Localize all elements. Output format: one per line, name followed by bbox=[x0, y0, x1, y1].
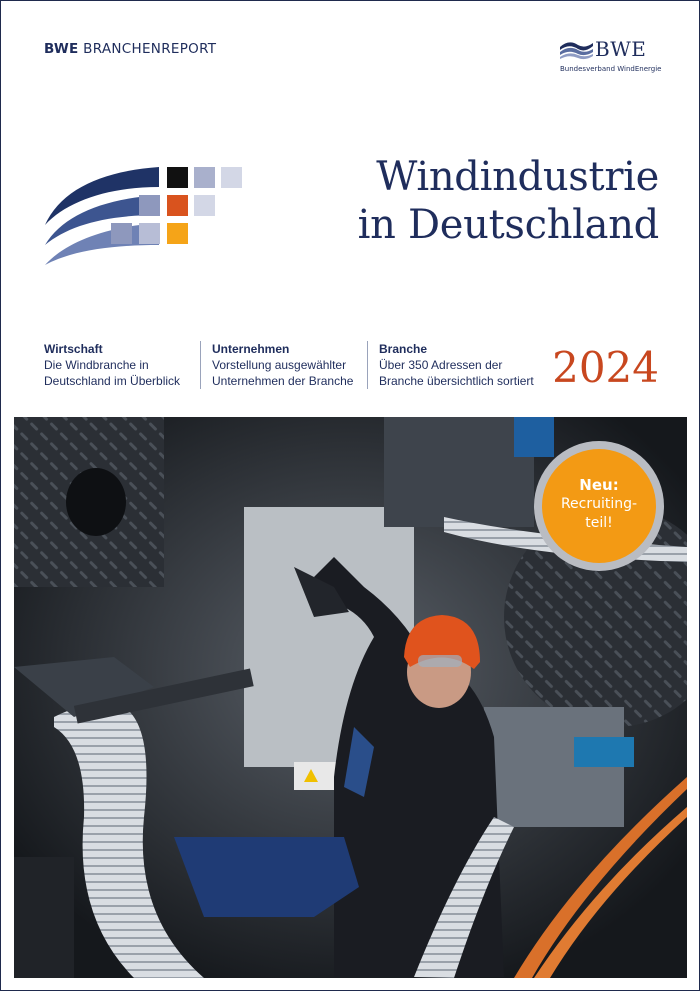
section-wirtschaft: Wirtschaft Die Windbranche in Deutschland im Überblick bbox=[44, 342, 181, 388]
section-unternehmen: Unternehmen Vorstellung ausgewählter Unternehmen der Branche bbox=[212, 342, 354, 388]
report-year: 2024 bbox=[552, 343, 659, 392]
report-title: Windindustrie in Deutschland bbox=[357, 154, 659, 248]
section-branche: Branche Über 350 Adressen der Branche übersichtlich sortiert bbox=[379, 342, 534, 388]
column-divider bbox=[367, 341, 368, 389]
bwe-wave-icon bbox=[559, 37, 595, 63]
series-label: BWE BRANCHENREPORT bbox=[44, 41, 217, 57]
windindustrie-logo-mark bbox=[43, 165, 247, 269]
bwe-logo: BWE Bundesverband WindEnergie bbox=[560, 37, 662, 73]
new-recruiting-badge: Neu: Recruiting- teil! bbox=[534, 441, 664, 571]
column-divider bbox=[200, 341, 201, 389]
